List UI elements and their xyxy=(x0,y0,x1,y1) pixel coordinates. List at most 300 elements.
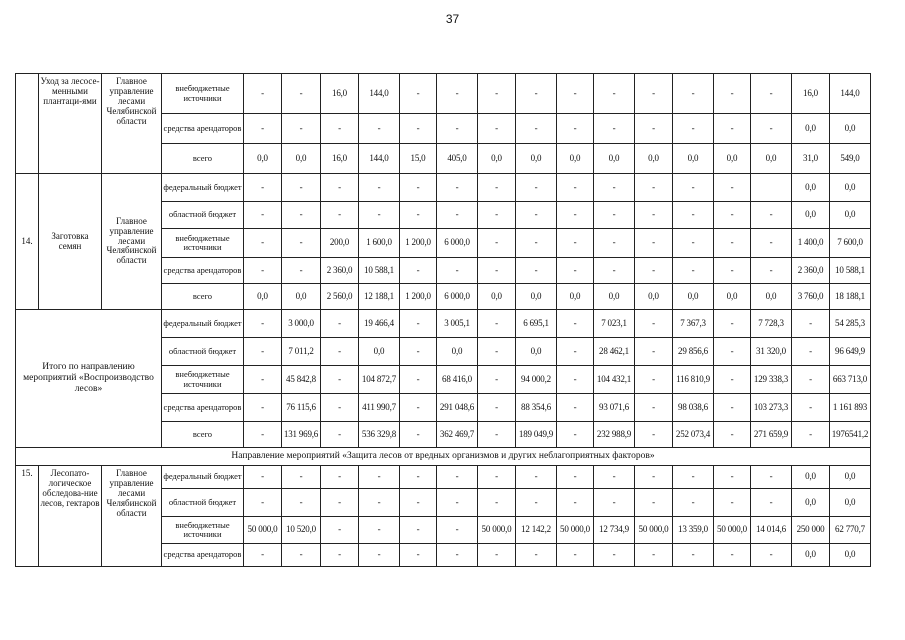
value-cell: - xyxy=(673,258,714,284)
value-cell: - xyxy=(635,366,673,394)
funding-source-label: федеральный бюджет xyxy=(162,466,244,489)
value-cell: - xyxy=(792,422,830,448)
value-cell: - xyxy=(594,544,635,567)
value-cell: - xyxy=(594,74,635,114)
value-cell: - xyxy=(282,229,321,258)
value-cell: 50 000,0 xyxy=(714,517,751,544)
value-cell: 1 200,0 xyxy=(400,284,437,310)
funding-source-label: средства арендаторов xyxy=(162,544,244,567)
value-cell: - xyxy=(359,202,400,229)
value-cell: 405,0 xyxy=(437,144,478,174)
value-cell: - xyxy=(478,229,516,258)
value-cell: - xyxy=(594,202,635,229)
value-cell: - xyxy=(478,338,516,366)
value-cell: - xyxy=(437,202,478,229)
value-cell: - xyxy=(282,544,321,567)
value-cell: 0,0 xyxy=(830,114,871,144)
value-cell: - xyxy=(437,489,478,517)
value-cell: 0,0 xyxy=(437,338,478,366)
value-cell: - xyxy=(282,74,321,114)
section-header: Направление мероприятий «Защита лесов от вредных организмов и других неблагоприятных факторов» xyxy=(16,448,871,466)
value-cell: - xyxy=(635,544,673,567)
value-cell: 16,0 xyxy=(792,74,830,114)
value-cell: 12 734,9 xyxy=(594,517,635,544)
value-cell: - xyxy=(714,394,751,422)
value-cell: - xyxy=(673,114,714,144)
value-cell: - xyxy=(478,202,516,229)
value-cell: - xyxy=(437,74,478,114)
value-cell: 50 000,0 xyxy=(478,517,516,544)
value-cell: 14 014,6 xyxy=(751,517,792,544)
value-cell: - xyxy=(516,202,557,229)
value-cell: - xyxy=(516,466,557,489)
value-cell: - xyxy=(400,366,437,394)
value-cell: - xyxy=(714,544,751,567)
table-row xyxy=(16,174,871,202)
funding-source-label: областной бюджет xyxy=(162,202,244,229)
value-cell: 3 005,1 xyxy=(437,310,478,338)
value-cell: - xyxy=(244,202,282,229)
value-cell: - xyxy=(244,544,282,567)
value-cell: 0,0 xyxy=(244,284,282,310)
value-cell: 0,0 xyxy=(635,284,673,310)
value-cell: - xyxy=(751,466,792,489)
value-cell: 0,0 xyxy=(478,144,516,174)
value-cell: - xyxy=(792,310,830,338)
value-cell: 291 048,6 xyxy=(437,394,478,422)
value-cell: - xyxy=(714,114,751,144)
value-cell: - xyxy=(359,114,400,144)
value-cell: - xyxy=(321,310,359,338)
page-number: 37 xyxy=(445,12,460,26)
value-cell: - xyxy=(400,544,437,567)
value-cell: - xyxy=(714,202,751,229)
value-cell: 31 320,0 xyxy=(751,338,792,366)
value-cell: 252 073,4 xyxy=(673,422,714,448)
value-cell: 28 462,1 xyxy=(594,338,635,366)
value-cell: - xyxy=(792,338,830,366)
value-cell: 0,0 xyxy=(792,114,830,144)
value-cell: - xyxy=(557,74,594,114)
section-header-row xyxy=(16,448,871,466)
value-cell: - xyxy=(400,202,437,229)
value-cell: 7 728,3 xyxy=(751,310,792,338)
value-cell: - xyxy=(478,174,516,202)
value-cell: 13 359,0 xyxy=(673,517,714,544)
value-cell: - xyxy=(244,394,282,422)
value-cell: 232 988,9 xyxy=(594,422,635,448)
value-cell: - xyxy=(673,489,714,517)
item-number: 15. xyxy=(16,466,39,567)
value-cell: - xyxy=(321,544,359,567)
value-cell: 6 695,1 xyxy=(516,310,557,338)
value-cell: - xyxy=(359,544,400,567)
value-cell: 0,0 xyxy=(830,544,871,567)
value-cell: - xyxy=(478,394,516,422)
value-cell: 12 188,1 xyxy=(359,284,400,310)
value-cell: - xyxy=(557,394,594,422)
funding-source-label: областной бюджет xyxy=(162,489,244,517)
value-cell: - xyxy=(400,258,437,284)
value-cell: - xyxy=(478,258,516,284)
value-cell: - xyxy=(321,174,359,202)
value-cell: 88 354,6 xyxy=(516,394,557,422)
value-cell: 0,0 xyxy=(282,144,321,174)
value-cell: 1 600,0 xyxy=(359,229,400,258)
value-cell: 0,0 xyxy=(714,144,751,174)
value-cell: - xyxy=(400,310,437,338)
value-cell: 31,0 xyxy=(792,144,830,174)
value-cell: 1 161 893 xyxy=(830,394,871,422)
funding-source-label: внебюджетные источники xyxy=(162,517,244,544)
value-cell: 0,0 xyxy=(282,284,321,310)
value-cell: 0,0 xyxy=(635,144,673,174)
value-cell: - xyxy=(282,258,321,284)
value-cell: 96 649,9 xyxy=(830,338,871,366)
value-cell: 0,0 xyxy=(792,202,830,229)
value-cell: - xyxy=(557,174,594,202)
value-cell: - xyxy=(635,338,673,366)
item-number: 14. xyxy=(16,174,39,310)
value-cell: 45 842,8 xyxy=(282,366,321,394)
funding-source-label: всего xyxy=(162,284,244,310)
value-cell: - xyxy=(557,202,594,229)
value-cell: 18 188,1 xyxy=(830,284,871,310)
value-cell: - xyxy=(557,258,594,284)
value-cell: 549,0 xyxy=(830,144,871,174)
value-cell: - xyxy=(635,202,673,229)
value-cell: 10 588,1 xyxy=(359,258,400,284)
value-cell: 362 469,7 xyxy=(437,422,478,448)
value-cell: 0,0 xyxy=(359,338,400,366)
value-cell: 7 367,3 xyxy=(673,310,714,338)
value-cell: 129 338,3 xyxy=(751,366,792,394)
value-cell: - xyxy=(557,466,594,489)
value-cell: - xyxy=(673,466,714,489)
funding-source-label: областной бюджет xyxy=(162,338,244,366)
value-cell: 116 810,9 xyxy=(673,366,714,394)
value-cell: - xyxy=(516,114,557,144)
funding-source-label: внебюджетные источники xyxy=(162,74,244,114)
value-cell: - xyxy=(400,338,437,366)
value-cell: - xyxy=(673,74,714,114)
value-cell: - xyxy=(321,366,359,394)
value-cell: - xyxy=(751,114,792,144)
value-cell: - xyxy=(437,258,478,284)
value-cell: 0,0 xyxy=(792,544,830,567)
value-cell: - xyxy=(594,174,635,202)
value-cell: - xyxy=(557,229,594,258)
value-cell: - xyxy=(516,544,557,567)
value-cell: 7 023,1 xyxy=(594,310,635,338)
value-cell: 271 659,9 xyxy=(751,422,792,448)
value-cell: - xyxy=(244,422,282,448)
value-cell: - xyxy=(478,489,516,517)
value-cell: 0,0 xyxy=(478,284,516,310)
value-cell: - xyxy=(400,394,437,422)
value-cell: 536 329,8 xyxy=(359,422,400,448)
value-cell: 2 360,0 xyxy=(792,258,830,284)
value-cell: 0,0 xyxy=(792,489,830,517)
value-cell: - xyxy=(400,74,437,114)
value-cell: - xyxy=(557,366,594,394)
value-cell: - xyxy=(244,489,282,517)
value-cell: 0,0 xyxy=(673,144,714,174)
activity-name: Лесопато-логическое обследова-ние лесов, гектаров xyxy=(39,466,102,567)
value-cell: - xyxy=(437,466,478,489)
value-cell: - xyxy=(244,174,282,202)
value-cell: 0,0 xyxy=(516,144,557,174)
value-cell: - xyxy=(516,174,557,202)
value-cell: - xyxy=(400,422,437,448)
value-cell: 3 000,0 xyxy=(282,310,321,338)
value-cell: 2 560,0 xyxy=(321,284,359,310)
value-cell: 0,0 xyxy=(830,202,871,229)
funding-source-label: средства арендаторов xyxy=(162,394,244,422)
value-cell: - xyxy=(635,394,673,422)
value-cell: - xyxy=(557,489,594,517)
value-cell: 144,0 xyxy=(359,74,400,114)
value-cell: 0,0 xyxy=(751,144,792,174)
value-cell: 104 432,1 xyxy=(594,366,635,394)
value-cell: - xyxy=(792,366,830,394)
value-cell: - xyxy=(359,466,400,489)
value-cell: - xyxy=(557,114,594,144)
value-cell: - xyxy=(244,466,282,489)
funding-source-label: внебюджетные источники xyxy=(162,366,244,394)
value-cell: - xyxy=(437,544,478,567)
value-cell: 0,0 xyxy=(830,174,871,202)
value-cell: - xyxy=(557,310,594,338)
value-cell: 0,0 xyxy=(244,144,282,174)
value-cell: - xyxy=(321,517,359,544)
value-cell: 144,0 xyxy=(830,74,871,114)
table-row xyxy=(16,466,871,489)
value-cell: 0,0 xyxy=(792,466,830,489)
value-cell: 16,0 xyxy=(321,144,359,174)
value-cell: - xyxy=(635,114,673,144)
value-cell: - xyxy=(635,174,673,202)
activity-name: Заготовка семян xyxy=(39,174,102,310)
value-cell: - xyxy=(635,229,673,258)
value-cell: - xyxy=(400,489,437,517)
value-cell: - xyxy=(635,422,673,448)
value-cell: 0,0 xyxy=(557,144,594,174)
value-cell: - xyxy=(751,229,792,258)
value-cell: 3 760,0 xyxy=(792,284,830,310)
value-cell: - xyxy=(516,229,557,258)
value-cell: 189 049,9 xyxy=(516,422,557,448)
value-cell: - xyxy=(751,258,792,284)
value-cell: - xyxy=(714,74,751,114)
value-cell: 1976541,2 xyxy=(830,422,871,448)
value-cell: 10 588,1 xyxy=(830,258,871,284)
value-cell: 0,0 xyxy=(830,489,871,517)
value-cell: - xyxy=(400,466,437,489)
value-cell: 0,0 xyxy=(594,284,635,310)
value-cell: - xyxy=(437,517,478,544)
value-cell: - xyxy=(244,74,282,114)
value-cell: - xyxy=(557,544,594,567)
value-cell: 15,0 xyxy=(400,144,437,174)
value-cell: - xyxy=(594,229,635,258)
value-cell: 7 600,0 xyxy=(830,229,871,258)
value-cell: 144,0 xyxy=(359,144,400,174)
value-cell: 19 466,4 xyxy=(359,310,400,338)
value-cell: - xyxy=(400,517,437,544)
value-cell: - xyxy=(478,310,516,338)
value-cell: - xyxy=(635,74,673,114)
funding-source-label: всего xyxy=(162,144,244,174)
value-cell: 0,0 xyxy=(792,174,830,202)
value-cell: - xyxy=(673,202,714,229)
value-cell: - xyxy=(400,174,437,202)
value-cell: - xyxy=(714,422,751,448)
value-cell: 0,0 xyxy=(830,466,871,489)
value-cell: - xyxy=(594,114,635,144)
value-cell: - xyxy=(714,258,751,284)
value-cell: 16,0 xyxy=(321,74,359,114)
value-cell: - xyxy=(321,466,359,489)
value-cell: - xyxy=(321,422,359,448)
value-cell: 1 200,0 xyxy=(400,229,437,258)
value-cell: - xyxy=(594,466,635,489)
funding-source-label: средства арендаторов xyxy=(162,258,244,284)
value-cell: 76 115,6 xyxy=(282,394,321,422)
value-cell: - xyxy=(282,174,321,202)
value-cell: - xyxy=(673,174,714,202)
value-cell: - xyxy=(282,202,321,229)
value-cell: 0,0 xyxy=(714,284,751,310)
value-cell: - xyxy=(478,366,516,394)
value-cell: 94 000,2 xyxy=(516,366,557,394)
value-cell: - xyxy=(516,74,557,114)
value-cell: - xyxy=(478,466,516,489)
item-number xyxy=(16,74,39,174)
value-cell: 0,0 xyxy=(557,284,594,310)
value-cell: 0,0 xyxy=(594,144,635,174)
value-cell: - xyxy=(359,517,400,544)
value-cell: 200,0 xyxy=(321,229,359,258)
funding-source-label: федеральный бюджет xyxy=(162,310,244,338)
value-cell: 663 713,0 xyxy=(830,366,871,394)
value-cell: - xyxy=(321,489,359,517)
value-cell: - xyxy=(751,202,792,229)
value-cell: - xyxy=(751,74,792,114)
value-cell: - xyxy=(478,544,516,567)
value-cell: - xyxy=(635,466,673,489)
organization: Главное управление лесами Челябинской области xyxy=(102,174,162,310)
value-cell: - xyxy=(714,310,751,338)
value-cell: - xyxy=(282,489,321,517)
value-cell: 411 990,7 xyxy=(359,394,400,422)
value-cell: 29 856,6 xyxy=(673,338,714,366)
activity-name: Уход за лесосе-менными плантаци-ями xyxy=(39,74,102,174)
value-cell: - xyxy=(321,394,359,422)
budget-table xyxy=(15,73,871,567)
value-cell xyxy=(751,174,792,202)
value-cell: - xyxy=(714,174,751,202)
value-cell: - xyxy=(282,114,321,144)
value-cell: - xyxy=(244,258,282,284)
funding-source-label: федеральный бюджет xyxy=(162,174,244,202)
value-cell: 250 000 xyxy=(792,517,830,544)
value-cell: - xyxy=(557,422,594,448)
value-cell: - xyxy=(437,114,478,144)
value-cell: 0,0 xyxy=(673,284,714,310)
value-cell: - xyxy=(244,310,282,338)
value-cell: - xyxy=(635,258,673,284)
table-row xyxy=(16,310,871,338)
value-cell: - xyxy=(244,338,282,366)
value-cell: 1 400,0 xyxy=(792,229,830,258)
value-cell: - xyxy=(594,489,635,517)
value-cell: - xyxy=(321,338,359,366)
value-cell: 7 011,2 xyxy=(282,338,321,366)
value-cell: - xyxy=(516,258,557,284)
funding-source-label: внебюджетные источники xyxy=(162,229,244,258)
value-cell: - xyxy=(751,489,792,517)
value-cell: 12 142,2 xyxy=(516,517,557,544)
value-cell: 0,0 xyxy=(516,284,557,310)
value-cell: - xyxy=(673,229,714,258)
value-cell: - xyxy=(635,310,673,338)
funding-source-label: всего xyxy=(162,422,244,448)
value-cell: 98 038,6 xyxy=(673,394,714,422)
value-cell: - xyxy=(516,489,557,517)
value-cell: - xyxy=(792,394,830,422)
value-cell: - xyxy=(478,74,516,114)
value-cell: - xyxy=(282,466,321,489)
value-cell: - xyxy=(673,544,714,567)
value-cell: - xyxy=(321,114,359,144)
value-cell: 104 872,7 xyxy=(359,366,400,394)
value-cell: - xyxy=(478,422,516,448)
value-cell: 2 360,0 xyxy=(321,258,359,284)
value-cell: - xyxy=(478,114,516,144)
value-cell: 103 273,3 xyxy=(751,394,792,422)
value-cell: - xyxy=(437,174,478,202)
value-cell: - xyxy=(594,258,635,284)
value-cell: 68 416,0 xyxy=(437,366,478,394)
value-cell: 50 000,0 xyxy=(244,517,282,544)
value-cell: - xyxy=(244,229,282,258)
value-cell: 6 000,0 xyxy=(437,284,478,310)
value-cell: 6 000,0 xyxy=(437,229,478,258)
value-cell: - xyxy=(751,544,792,567)
funding-source-label: средства арендаторов xyxy=(162,114,244,144)
value-cell: - xyxy=(321,202,359,229)
value-cell: 131 969,6 xyxy=(282,422,321,448)
total-label: Итого по направлению мероприятий «Воспроизводство лесов» xyxy=(16,310,162,448)
value-cell: - xyxy=(359,489,400,517)
table-row xyxy=(16,74,871,114)
value-cell: 10 520,0 xyxy=(282,517,321,544)
value-cell: 0,0 xyxy=(751,284,792,310)
value-cell: - xyxy=(359,174,400,202)
value-cell: - xyxy=(635,489,673,517)
value-cell: - xyxy=(244,114,282,144)
value-cell: 54 285,3 xyxy=(830,310,871,338)
value-cell: - xyxy=(714,366,751,394)
value-cell: - xyxy=(244,366,282,394)
value-cell: 62 770,7 xyxy=(830,517,871,544)
organization: Главное управление лесами Челябинской области xyxy=(102,466,162,567)
value-cell: - xyxy=(557,338,594,366)
value-cell: - xyxy=(714,466,751,489)
value-cell: - xyxy=(400,114,437,144)
value-cell: - xyxy=(714,229,751,258)
